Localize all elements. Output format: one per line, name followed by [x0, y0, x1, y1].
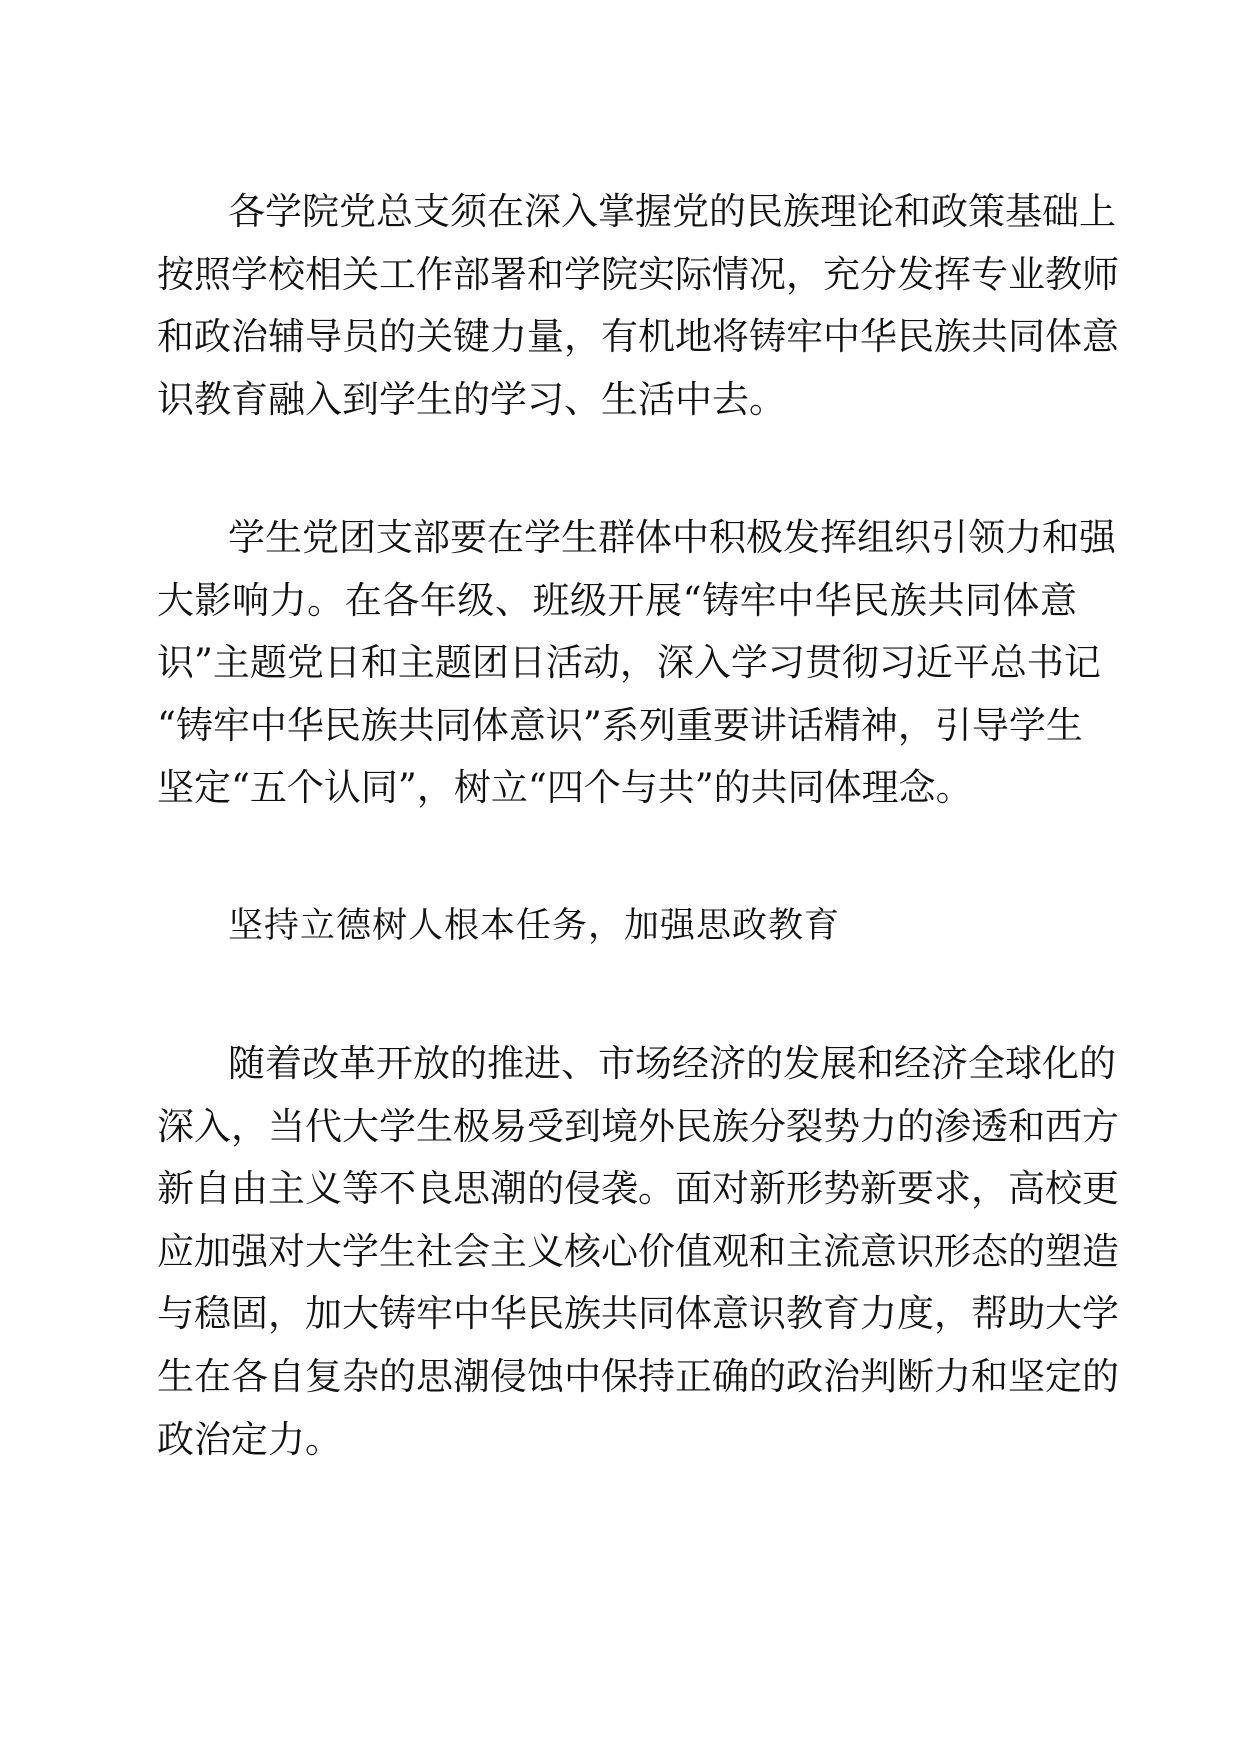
paragraph-1-line-1: 各学院党总支须在深入掌握党的民族理论和政策基础上 — [228, 190, 1116, 233]
paragraph-3-line-7: 政治定力。 — [157, 1418, 342, 1461]
paragraph-2-line-3: 识”主题党日和主题团日活动，深入学习贯彻习近平总书记 — [157, 641, 1101, 684]
paragraph-3-line-4: 应加强对大学生社会主义核心价值观和主流意识形态的塑造 — [157, 1230, 1119, 1273]
paragraph-2-line-4: “铸牢中华民族共同体意识”系列重要讲话精神，引导学生 — [157, 704, 1083, 747]
paragraph-3-line-1: 随着改革开放的推进、市场经济的发展和经济全球化的 — [228, 1042, 1116, 1085]
paragraph-1-line-2: 按照学校相关工作部署和学院实际情况，充分发挥专业教师 — [157, 253, 1119, 296]
paragraph-3-line-3: 新自由主义等不良思潮的侵袭。面对新形势新要求，高校更 — [157, 1167, 1119, 1210]
paragraph-2-line-5: 坚定“五个认同”，树立“四个与共”的共同体理念。 — [157, 766, 973, 809]
paragraph-2-line-2: 大影响力。在各年级、班级开展“铸牢中华民族共同体意 — [157, 579, 1077, 622]
paragraph-2-line-1: 学生党团支部要在学生群体中积极发挥组织引领力和强 — [228, 516, 1116, 559]
paragraph-3-line-6: 生在各自复杂的思潮侵蚀中保持正确的政治判断力和坚定的 — [157, 1355, 1119, 1398]
paragraph-3-line-5: 与稳固，加大铸牢中华民族共同体意识教育力度，帮助大学 — [157, 1292, 1119, 1335]
paragraph-3-line-2: 深入，当代大学生极易受到境外民族分裂势力的渗透和西方 — [157, 1105, 1119, 1148]
paragraph-1-line-3: 和政治辅导员的关键力量，有机地将铸牢中华民族共同体意 — [157, 315, 1119, 358]
section-heading: 坚持立德树人根本任务，加强思政教育 — [228, 906, 841, 946]
paragraph-1-line-4: 识教育融入到学生的学习、生活中去。 — [157, 378, 786, 421]
